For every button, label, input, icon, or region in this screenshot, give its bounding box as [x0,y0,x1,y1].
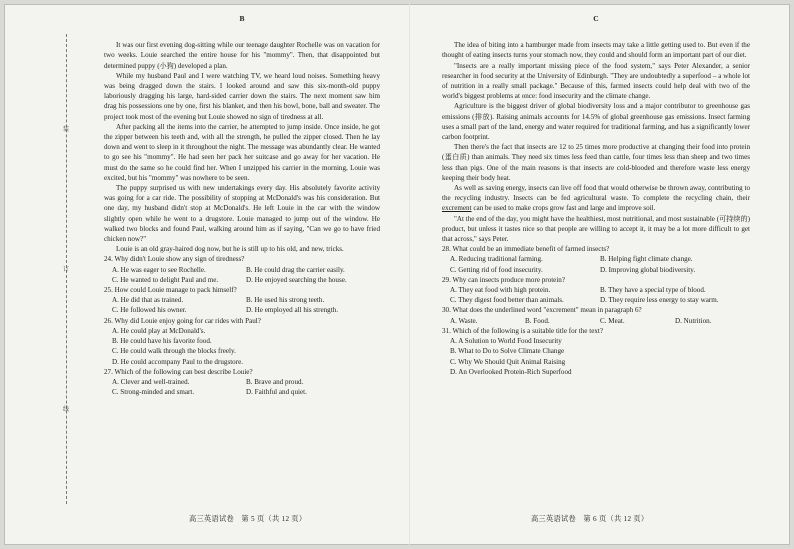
section-heading: B [239,14,245,23]
passage-paragraph: "At the end of the day, you might have the healthiest, most nutritional, and most sustainable (可持续的) product, but unless it tastes nice so that people are willing to accept it, it may be a lot more difficult to get that across," says Peter. [442,214,750,244]
section-heading: C [593,14,599,23]
answer-option: D. Nutrition. [675,316,712,325]
question-stem: 30. What does the underlined word "excrement" mean in paragraph 6? [442,306,642,315]
answer-option: A. Clever and well-trained. [112,377,190,386]
passage-paragraph: The puppy surprised us with new undertakings every day. His absolutely favorite activity was going for a car ride. The possibility of stopping at McDonald's was his consideration. But one day, my husband didn't stop at McDonald's. He left Louie in the car with the window slightly open while he went to a drugstore. Louie managed to jump out of the window. He walked two blocks and found Paul, walking around him as if saying, "Can we go to have fried chicken now?" [104,184,380,244]
answer-option: C. Getting rid of food insecurity. [450,265,543,274]
question-block [442,305,750,325]
answer-option: A. They eat food with high protein. [450,286,551,295]
left-page [104,14,380,397]
underlined-word: excrement [442,204,472,213]
passage-paragraph: "Insects are a really important missing piece of the food system," says Peter Alexander, a senior researcher in food security at the University of Edinburgh. "They are undoubtedly a superfood – a whole lot of nutrition in a really small package." Because of this, farmed insects could help deal with two of the world's biggest problems at once: food insecurity and the climate change. [442,61,750,101]
question-block [104,254,380,285]
question-stem: 31. Which of the following is a suitable title for the text? [442,326,604,335]
question-block [442,244,750,275]
answer-option: C. They digest food better than animals. [450,296,564,305]
answer-option: D. He employed all his strength. [246,306,339,315]
answer-option: A. He was eager to see Rochelle. [112,265,206,274]
question-stem: 27. Which of the following can best describe Louie? [104,367,253,376]
answer-option: B. He used his strong teeth. [246,296,325,305]
answer-option: A. Reducing traditional farming. [450,255,543,264]
right-page [442,14,750,377]
question-stem: 24. Why didn't Louie show any sign of tiredness? [104,255,245,264]
binding-mark: 线 [63,407,70,413]
question-stem: 28. What could be an immediate benefit of farmed insects? [442,245,610,254]
answer-option: A. He could play at McDonald's. [112,326,206,335]
answer-option: C. Why We Should Quit Animal Raising [450,357,566,366]
passage-paragraph: It was our first evening dog-sitting while our teenage daughter Rochelle was on vacation for two weeks. Louie searched the entire house for his "mommy". Then, that disappointed but determined puppy (小狗) developed a plan. [104,41,380,70]
answer-option: C. Strong-minded and smart. [112,388,195,397]
passage-paragraph: Then there's the fact that insects are 12 to 25 times more productive at changing their food into protein (蛋白质) than animals. They need six times less feed than cattle, four times less than sheep and two times less than pigs. One of the main reasons is that insects are cold-blooded and therefore waste less energy keeping their body heat. [442,143,750,182]
answer-option: C. He wanted to delight Paul and me. [112,275,219,284]
binding-line [63,34,81,504]
answer-option: A. A Solution to World Food Insecurity [450,337,562,346]
answer-option: B. What to Do to Solve Climate Change [450,347,565,356]
question-stem: 25. How could Louie manage to pack himself? [104,286,237,295]
passage-paragraph: Agriculture is the biggest driver of global biodiversity loss and a major contributor to greenhouse gas emissions (排放). Raising animals accounts for 14.5% of global greenhouse gas emissions. Insect farming uses a small part of the land, energy and water required for traditional farming, and has a significantly lower carbon footprint. [442,102,750,142]
answer-option: A. Waste. [450,316,478,325]
answer-option: D. He could accompany Paul to the drugstore. [112,357,244,366]
answer-option: D. He enjoyed searching the house. [246,275,347,284]
passage-paragraph: While my husband Paul and I were watching TV, we heard loud noises. Something heavy was being dragged down the stairs. I looked around and saw this six-month-old puppy laboriously dragging his large, hard-sided carrier down the stairs. The next moment saw him drag his possessions one by one, first his blanket, and then his bowl, bone, ball and sweater. The project took most of the evening but Louie showed no sign of tiredness at all. [104,71,380,121]
question-stem: 29. Why can insects produce more protein? [442,275,565,284]
passage-paragraph [442,183,750,214]
page-footer: 高三英语试卷 第 5 页（共 12 页） [189,515,307,523]
page-footer: 高三英语试卷 第 6 页（共 12 页） [531,515,649,523]
answer-option: C. He followed his owner. [112,306,187,315]
paragraph-text: As well as saving energy, insects can live off food that would otherwise be thrown away, contributing to the recycling industry. Insects can be fed agricultural waste. To complete the recycling chain, their [442,184,750,203]
answer-option: D. Faithful and quiet. [246,388,307,397]
binding-mark: 订 [63,267,70,273]
question-block [442,275,750,306]
answer-option: D. They require less energy to stay warm. [600,296,719,305]
answer-option: B. He could drag the carrier easily. [246,265,345,274]
answer-option: B. He could have his favorite food. [112,337,212,346]
question-stem: 26. Why did Louie enjoy going for car rides with Paul? [104,316,261,325]
passage-paragraph: After packing all the items into the carrier, he attempted to jump inside. Once inside, he got the zipper between his teeth and, with all the strength, he pulled the zipper closed. Then he lay down and went to sleep in it throughout the night. The message was abundantly clear. He wanted to go see his "mommy". He had seen her pack her suitcase and go away for her vacation. He must do the same so he could find her. When I unzipped his carrier in the morning, Louie was excited, but his "mommy" was nowhere to be seen. [104,122,380,182]
passage-paragraph: Louie is an old gray-haired dog now, but he is still up to his old, and new, tricks. [116,245,344,254]
paragraph-text: can be used to make crops grow fast and large and improve soil. [471,204,656,213]
question-block [442,326,750,377]
question-block [104,367,380,398]
answer-option: B. Food. [525,316,550,325]
answer-option: A. He did that as trained. [112,296,184,305]
exam-sheet [4,4,790,545]
page-divider [409,4,410,545]
answer-option: C. He could walk through the blocks freely. [112,347,236,356]
question-block [104,285,380,316]
answer-option: B. Helping fight climate change. [600,255,693,264]
answer-option: B. Brave and proud. [246,377,304,386]
question-block [104,316,380,367]
answer-option: C. Meat. [600,316,625,325]
answer-option: D. An Overlooked Protein-Rich Superfood [450,367,572,376]
passage-paragraph: The idea of biting into a hamburger made from insects may take a little getting used to. But even if the thought of eating insects turns your stomach now, they could and should form an important part of our diet. [442,41,750,60]
answer-option: D. Improving global biodiversity. [600,265,696,274]
binding-mark: 装 [63,127,70,133]
answer-option: B. They have a special type of blood. [600,286,706,295]
